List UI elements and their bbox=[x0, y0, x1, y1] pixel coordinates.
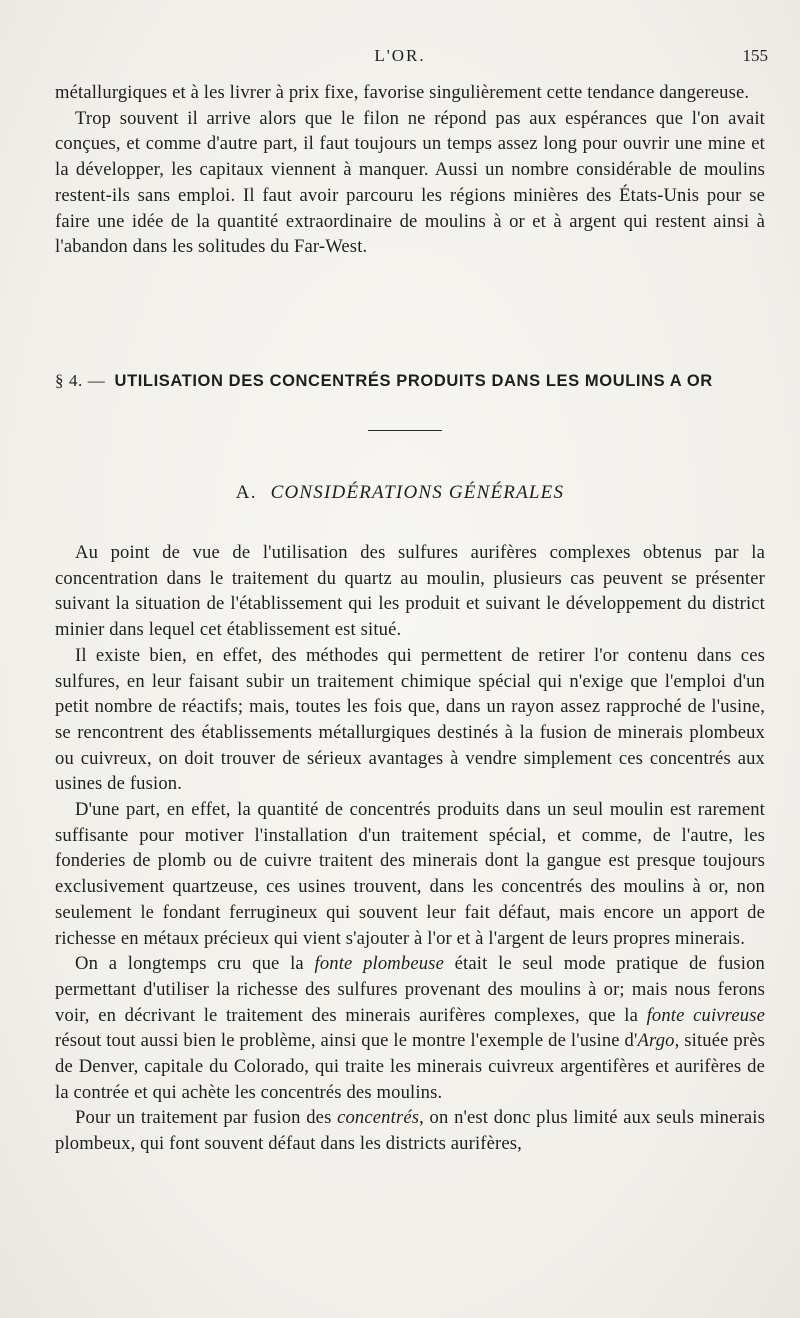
intro-paragraph-1: métallurgiques et à les livrer à prix fixe, favorise singulièrement cette tendance dangereuse. bbox=[55, 82, 750, 103]
p5-text-a: Pour un traitement par fusion des bbox=[75, 1107, 338, 1129]
p5-text-b: , on n'est donc plus limité aux seuls minerais plombeux, qui font souvent défaut dans les districts aurifères, bbox=[55, 1107, 765, 1155]
running-title: L'OR. bbox=[374, 46, 426, 65]
subsection-title: CONSIDÉRATIONS GÉNÉRALES bbox=[270, 482, 565, 503]
page-number: 155 bbox=[742, 46, 768, 65]
p4-italic-fonte-plombeuse: fonte plombeuse bbox=[314, 953, 444, 975]
section-title: UTILISATION DES CONCENTRÉS PRODUITS DANS LES MOULINS A OR bbox=[114, 372, 713, 390]
intro-text bbox=[55, 80, 765, 260]
section-divider bbox=[368, 430, 442, 431]
body-text bbox=[55, 540, 765, 1157]
section-number: § 4. — bbox=[55, 371, 106, 390]
p5-italic-concentres: concentrés bbox=[337, 1107, 420, 1129]
subsection-letter: A. bbox=[235, 482, 257, 503]
p4-text-a: On a longtemps cru que la bbox=[75, 953, 315, 975]
p4-italic-fonte-cuivreuse: fonte cuivreuse bbox=[646, 1004, 765, 1026]
p4-italic-argo: Argo bbox=[637, 1030, 675, 1052]
p4-text-b: était le seul mode pratique de fusion permettant d'utiliser la richesse des sulfures provenant des moulins à or; mais nous ferons voir, en décrivant le traitement des minerais aurifères complexes, que la bbox=[55, 953, 765, 1026]
body-paragraph-3: D'une part, en effet, la quantité de concentrés produits dans un seul moulin est rarement suffisante pour motiver l'installation d'un traitement spécial, et comme, de l'autre, les fonderies de plomb ou de cuivre traitent des minerais dont la gangue est presque toujours exclusivement quartzeuse, ces usines trouvent, dans les concentrés des moulins à or, non seulement le fondant ferrugineux qui souvent leur fait défaut, mais encore un apport de richesse en métaux précieux qui vient s'ajouter à l'or et à l'argent de leurs propres minerais. bbox=[55, 799, 765, 949]
body-paragraph-4 bbox=[55, 951, 765, 1105]
intro-paragraph-2: Trop souvent il arrive alors que le filon ne répond pas aux espérances que l'on avait conçues, et comme d'autre part, il faut toujours un temps assez long pour ouvrir une mine et la développer, les capitaux viennent à manquer. Aussi un nombre considérable de moulins restent-ils sans emploi. Il faut avoir parcouru les régions minières des États-Unis pour se faire une idée de la quantité extraordinaire de moulins à or et à argent qui restent ainsi à l'abandon dans les solitudes du Far-West. bbox=[55, 107, 765, 258]
body-paragraph-5 bbox=[55, 1105, 765, 1156]
subsection-heading bbox=[0, 482, 800, 504]
body-paragraph-1: Au point de vue de l'utilisation des sulfures aurifères complexes obtenus par la concentration dans le traitement du quartz au moulin, plusieurs cas peuvent se présenter suivant la situation de l'établissement qui les produit et suivant le développement du district minier dans lequel cet établissement est situé. bbox=[55, 542, 765, 641]
p4-text-d: , située près de Denver, capitale du Colorado, qui traite les minerais cuivreux argentifères et aurifères de la contrée et qui achète les concentrés des moulins. bbox=[55, 1030, 766, 1103]
section-heading bbox=[55, 371, 765, 391]
running-head bbox=[0, 46, 800, 72]
p4-text-c: résout tout aussi bien le problème, ainsi que le montre l'exemple de l'usine d' bbox=[55, 1030, 638, 1052]
body-paragraph-2: Il existe bien, en effet, des méthodes qui permettent de retirer l'or contenu dans ces sulfures, en leur faisant subir un traitement chimique spécial qui n'exige que l'emploi d'un petit nombre de réactifs; mais, toutes les fois que, dans un rayon assez rapproché de l'usine, se rencontrent des établissements métallurgiques destinés à la fusion de minerais plombeux ou cuivreux, on doit trouver de sérieux avantages à vendre simplement ces concentrés aux usines de fusion. bbox=[55, 644, 765, 795]
